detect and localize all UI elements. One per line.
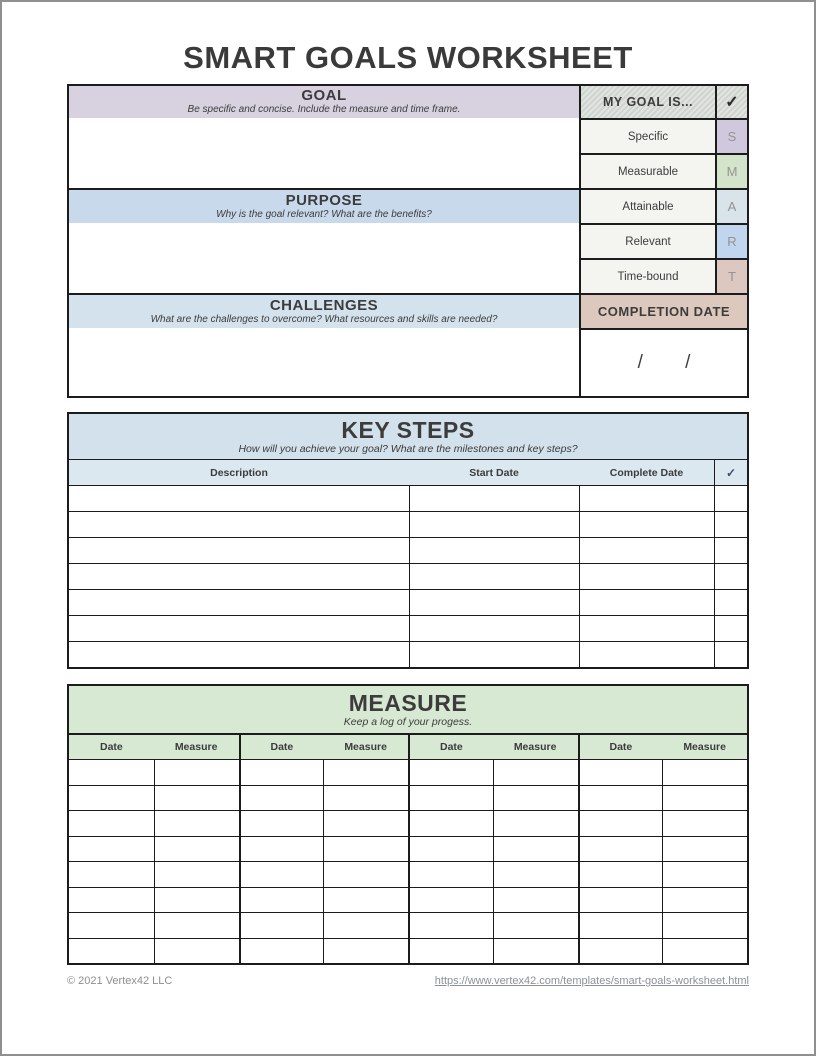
description-cell[interactable] bbox=[69, 486, 409, 511]
smart-letter-t: T bbox=[715, 258, 747, 293]
start-date-cell[interactable] bbox=[409, 512, 579, 537]
check-cell[interactable] bbox=[714, 642, 747, 667]
date-cell[interactable] bbox=[408, 837, 493, 862]
date-cell[interactable] bbox=[578, 811, 663, 836]
start-date-cell[interactable] bbox=[409, 564, 579, 589]
measure-cell[interactable] bbox=[493, 811, 578, 836]
check-cell[interactable] bbox=[714, 512, 747, 537]
smart-letter-m: M bbox=[715, 153, 747, 188]
date-cell[interactable] bbox=[69, 913, 154, 938]
column-header-description: Description bbox=[210, 466, 268, 479]
date-cell[interactable] bbox=[239, 862, 324, 887]
date-cell[interactable] bbox=[239, 786, 324, 811]
complete-date-cell[interactable] bbox=[579, 486, 714, 511]
description-cell[interactable] bbox=[69, 590, 409, 615]
measure-cell[interactable] bbox=[662, 862, 747, 887]
description-cell[interactable] bbox=[69, 564, 409, 589]
column-header-measure: Measure bbox=[174, 741, 218, 753]
measure-row bbox=[69, 810, 747, 836]
date-cell[interactable] bbox=[69, 760, 154, 785]
measure-row bbox=[69, 887, 747, 913]
key-steps-body bbox=[69, 485, 747, 667]
key-step-row bbox=[69, 537, 747, 563]
measure-cell[interactable] bbox=[493, 837, 578, 862]
purpose-title: PURPOSE bbox=[285, 191, 363, 209]
key-steps-table bbox=[67, 412, 749, 669]
date-cell[interactable] bbox=[69, 888, 154, 913]
date-cell[interactable] bbox=[69, 811, 154, 836]
measure-cell[interactable] bbox=[493, 888, 578, 913]
measure-cell[interactable] bbox=[323, 888, 408, 913]
date-cell[interactable] bbox=[578, 862, 663, 887]
complete-date-cell[interactable] bbox=[579, 616, 714, 641]
date-cell[interactable] bbox=[408, 939, 493, 964]
date-cell[interactable] bbox=[239, 811, 324, 836]
measure-cell[interactable] bbox=[662, 760, 747, 785]
goal-subtitle: Be specific and concise. Include the measure and time frame. bbox=[187, 104, 461, 115]
column-header-measure: Measure bbox=[344, 741, 387, 753]
copyright-text: © 2021 Vertex42 LLC bbox=[67, 975, 173, 987]
start-date-cell[interactable] bbox=[409, 486, 579, 511]
purpose-subtitle: Why is the goal relevant? What are the benefits? bbox=[216, 208, 432, 220]
goal-title: GOAL bbox=[301, 87, 347, 104]
date-cell[interactable] bbox=[69, 837, 154, 862]
check-cell[interactable] bbox=[714, 564, 747, 589]
measure-cell[interactable] bbox=[323, 913, 408, 938]
measure-cell[interactable] bbox=[323, 862, 408, 887]
smart-criterion-label: Attainable bbox=[579, 188, 715, 223]
date-cell[interactable] bbox=[578, 760, 663, 785]
complete-date-cell[interactable] bbox=[579, 538, 714, 563]
page-footer bbox=[67, 975, 749, 987]
purpose-input-area[interactable] bbox=[69, 223, 579, 293]
measure-row bbox=[69, 861, 747, 887]
date-cell[interactable] bbox=[408, 760, 493, 785]
key-steps-header bbox=[69, 414, 747, 459]
measure-column-headers bbox=[69, 733, 747, 759]
measure-cell[interactable] bbox=[323, 786, 408, 811]
challenges-section-header bbox=[69, 293, 579, 328]
measure-cell[interactable] bbox=[154, 913, 239, 938]
measure-title: MEASURE bbox=[348, 690, 468, 716]
measure-row bbox=[69, 759, 747, 785]
key-step-row bbox=[69, 563, 747, 589]
challenges-input-area[interactable] bbox=[69, 328, 579, 396]
purpose-section-header bbox=[69, 188, 579, 223]
measure-cell[interactable] bbox=[493, 939, 578, 964]
measure-cell[interactable] bbox=[662, 786, 747, 811]
start-date-cell[interactable] bbox=[409, 616, 579, 641]
measure-cell[interactable] bbox=[154, 939, 239, 964]
column-header-check-icon: ✓ bbox=[714, 460, 747, 485]
measure-cell[interactable] bbox=[493, 760, 578, 785]
date-cell[interactable] bbox=[408, 888, 493, 913]
column-header-date: Date bbox=[408, 735, 493, 759]
column-header-date: Date bbox=[578, 735, 663, 759]
key-step-row bbox=[69, 589, 747, 615]
measure-cell[interactable] bbox=[493, 862, 578, 887]
measure-cell[interactable] bbox=[662, 811, 747, 836]
date-cell[interactable] bbox=[69, 786, 154, 811]
date-cell[interactable] bbox=[239, 939, 324, 964]
measure-row bbox=[69, 785, 747, 811]
checkmark-icon: ✓ bbox=[715, 86, 747, 118]
column-header-start-date: Start Date bbox=[469, 466, 519, 479]
complete-date-cell[interactable] bbox=[579, 590, 714, 615]
key-steps-column-headers bbox=[69, 459, 747, 485]
column-header-measure: Measure bbox=[513, 741, 557, 753]
measure-body bbox=[69, 759, 747, 963]
key-steps-title: KEY STEPS bbox=[341, 417, 475, 443]
measure-cell[interactable] bbox=[493, 913, 578, 938]
measure-cell[interactable] bbox=[662, 939, 747, 964]
my-goal-is-header: MY GOAL IS... bbox=[579, 86, 715, 118]
measure-cell[interactable] bbox=[154, 888, 239, 913]
key-step-row bbox=[69, 641, 747, 667]
page-title: SMART GOALS WORKSHEET bbox=[183, 40, 633, 75]
smart-letter-r: R bbox=[715, 223, 747, 258]
goal-table bbox=[67, 84, 749, 398]
date-cell[interactable] bbox=[408, 862, 493, 887]
date-cell[interactable] bbox=[69, 862, 154, 887]
description-cell[interactable] bbox=[69, 642, 409, 667]
template-source-link[interactable]: https://www.vertex42.com/templates/smart-goals-worksheet.html bbox=[434, 975, 749, 987]
measure-cell[interactable] bbox=[323, 939, 408, 964]
complete-date-cell[interactable] bbox=[579, 564, 714, 589]
measure-cell[interactable] bbox=[662, 837, 747, 862]
measure-cell[interactable] bbox=[154, 760, 239, 785]
measure-cell[interactable] bbox=[154, 786, 239, 811]
date-cell[interactable] bbox=[578, 837, 663, 862]
measure-cell[interactable] bbox=[323, 811, 408, 836]
date-cell[interactable] bbox=[69, 939, 154, 964]
measure-header bbox=[69, 686, 747, 733]
check-cell[interactable] bbox=[714, 486, 747, 511]
challenges-subtitle: What are the challenges to overcome? What resources and skills are needed? bbox=[150, 313, 498, 325]
measure-table bbox=[67, 684, 749, 965]
goal-input-area[interactable] bbox=[69, 118, 579, 188]
start-date-cell[interactable] bbox=[409, 590, 579, 615]
description-cell[interactable] bbox=[69, 538, 409, 563]
smart-letter-a: A bbox=[715, 188, 747, 223]
measure-cell[interactable] bbox=[154, 862, 239, 887]
date-cell[interactable] bbox=[239, 760, 324, 785]
measure-cell[interactable] bbox=[154, 837, 239, 862]
measure-cell[interactable] bbox=[323, 760, 408, 785]
measure-cell[interactable] bbox=[154, 811, 239, 836]
key-step-row bbox=[69, 615, 747, 641]
column-header-complete-date: Complete Date bbox=[609, 466, 684, 479]
complete-date-cell[interactable] bbox=[579, 512, 714, 537]
measure-subtitle: Keep a log of your progess. bbox=[343, 716, 473, 728]
column-header-measure: Measure bbox=[683, 741, 726, 753]
complete-date-cell[interactable] bbox=[579, 642, 714, 667]
check-cell[interactable] bbox=[714, 538, 747, 563]
description-cell[interactable] bbox=[69, 616, 409, 641]
date-cell[interactable] bbox=[578, 913, 663, 938]
date-cell[interactable] bbox=[578, 888, 663, 913]
completion-date-input[interactable]: / / bbox=[579, 328, 747, 396]
date-cell[interactable] bbox=[578, 786, 663, 811]
check-cell[interactable] bbox=[714, 590, 747, 615]
measure-cell[interactable] bbox=[323, 837, 408, 862]
measure-cell[interactable] bbox=[662, 888, 747, 913]
measure-row bbox=[69, 912, 747, 938]
start-date-cell[interactable] bbox=[409, 538, 579, 563]
key-step-row bbox=[69, 485, 747, 511]
measure-row bbox=[69, 938, 747, 964]
start-date-cell[interactable] bbox=[409, 642, 579, 667]
smart-criterion-label: Specific bbox=[579, 118, 715, 153]
check-cell[interactable] bbox=[714, 616, 747, 641]
date-cell[interactable] bbox=[239, 837, 324, 862]
measure-cell[interactable] bbox=[493, 786, 578, 811]
smart-criterion-label: Relevant bbox=[579, 223, 715, 258]
description-cell[interactable] bbox=[69, 512, 409, 537]
smart-criterion-label: Measurable bbox=[579, 153, 715, 188]
key-steps-subtitle: How will you achieve your goal? What are the milestones and key steps? bbox=[238, 443, 578, 455]
smart-criterion-label: Time-bound bbox=[579, 258, 715, 293]
date-cell[interactable] bbox=[239, 888, 324, 913]
measure-row bbox=[69, 836, 747, 862]
column-header-date: Date bbox=[99, 741, 123, 753]
column-header-date: Date bbox=[239, 735, 324, 759]
date-cell[interactable] bbox=[578, 939, 663, 964]
date-cell[interactable] bbox=[408, 786, 493, 811]
date-cell[interactable] bbox=[239, 913, 324, 938]
challenges-title: CHALLENGES bbox=[269, 296, 379, 314]
goal-section-header bbox=[69, 86, 579, 118]
measure-cell[interactable] bbox=[662, 913, 747, 938]
date-cell[interactable] bbox=[408, 913, 493, 938]
completion-date-header: COMPLETION DATE bbox=[579, 293, 747, 328]
date-cell[interactable] bbox=[408, 811, 493, 836]
smart-letter-s: S bbox=[715, 118, 747, 153]
key-step-row bbox=[69, 511, 747, 537]
